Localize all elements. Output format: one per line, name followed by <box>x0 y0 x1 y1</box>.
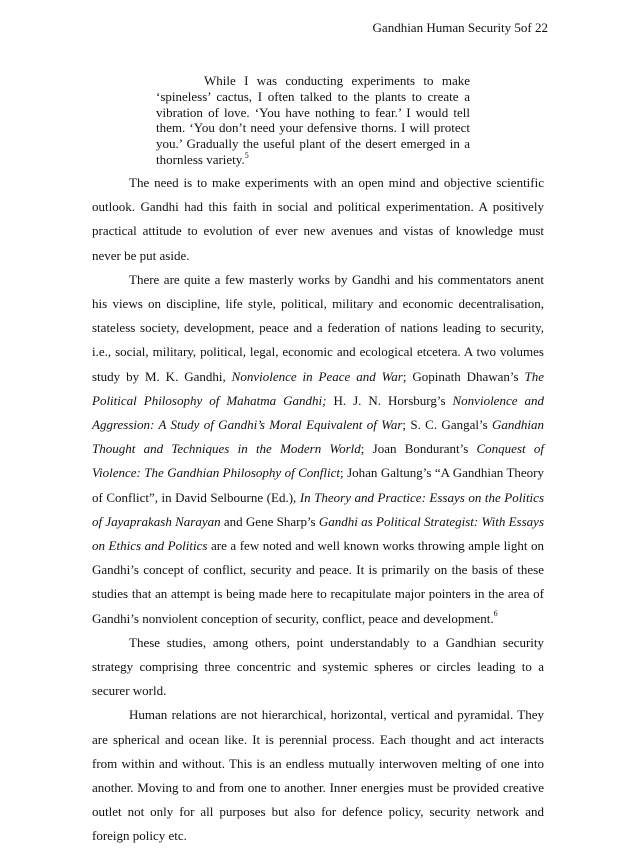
book-title: Nonviolence in Peace and War <box>231 368 403 384</box>
book-title: Conquest of Violence: The Gandhian Philosophy of Conflict <box>92 441 544 481</box>
text-run: ; Joan Bondurant’s <box>360 441 477 457</box>
paragraph-2 <box>92 268 544 631</box>
text-run: and Gene Sharp’s <box>220 513 319 529</box>
text-run: ; Gopinath Dhawan’s <box>402 368 525 384</box>
book-title: Gandhian Thought and Techniques in the Modern World <box>92 417 544 457</box>
paragraph-1: The need is to make experiments with an open mind and objective scientific outlook. Gandhi had this faith in social and political experimentation. A positively practical attitude to evolution of ever new avenues and vistas of knowledge must never be put aside. <box>92 175 544 263</box>
text-run: ; Johan Galtung’s “A Gandhian Theory of Conflict”, in David Selbourne (Ed.), <box>92 465 544 505</box>
book-title: Gandhi as Political Strategist: With Essays on Ethics and Politics <box>92 513 545 554</box>
book-title: Nonviolence and Aggression: A Study of Gandhi’s Moral Equivalent of War <box>92 392 544 433</box>
book-title: In Theory and Practice: Essays on the Politics of Jayaprakash Narayan <box>92 489 544 529</box>
book-title: The Political Philosophy of Mahatma Gandhi; <box>92 368 545 408</box>
block-quote-text <box>156 73 470 168</box>
paragraph-3: These studies, among others, point understandably to a Gandhian security strategy comprising three concentric and systemic spheres or circles leading to a securer world. <box>92 634 544 699</box>
footnote-ref-6: 6 <box>493 609 498 619</box>
text-run: There are quite a few masterly works by Gandhi and his commentators anent his views on discipline, life style, political, military and economic decentralisation, stateless society, development, peace and a federation of nations leading to security, i.e., social, military, political, legal, economic and ecological etcetera. A two volumes study by M. K. Gandhi, <box>92 271 544 384</box>
body-text <box>92 171 544 849</box>
text-run: ; S. C. Gangal’s <box>402 417 492 433</box>
footnote-ref-5: 5 <box>244 150 249 160</box>
block-quote-body: While I was conducting experiments to make ‘spineless’ cactus, I often talked to the plants to create a vibration of love. ‘You have nothing to fear.’ I would tell them. ‘You don’t need your defensive thorns. I will protect you.’ Gradually the useful plant of the desert emerged in a thornless variety. <box>156 73 470 167</box>
paragraph-4: Human relations are not hierarchical, horizontal, vertical and pyramidal. They are spherical and ocean like. It is perennial process. Each thought and act interacts from within and without. This is an endless mutually interwoven melting of one into another. Moving to and from one to another. Inner energies must be provided creative outlet not only for all purposes but also for defence policy, security network and foreign policy etc. <box>92 707 544 844</box>
text-run: H. J. N. Horsburg’s <box>326 392 453 408</box>
text-run: are a few noted and well known works throwing ample light on Gandhi’s concept of conflict, security and peace. It is primarily on the basis of these studies that an attempt is being made here to recapitulate major pointers in the area of Gandhi’s nonviolent conception of security, conflict, peace and development. <box>92 538 544 626</box>
block-quote <box>156 73 470 168</box>
running-header: Gandhian Human Security 5of 22 <box>372 20 548 35</box>
